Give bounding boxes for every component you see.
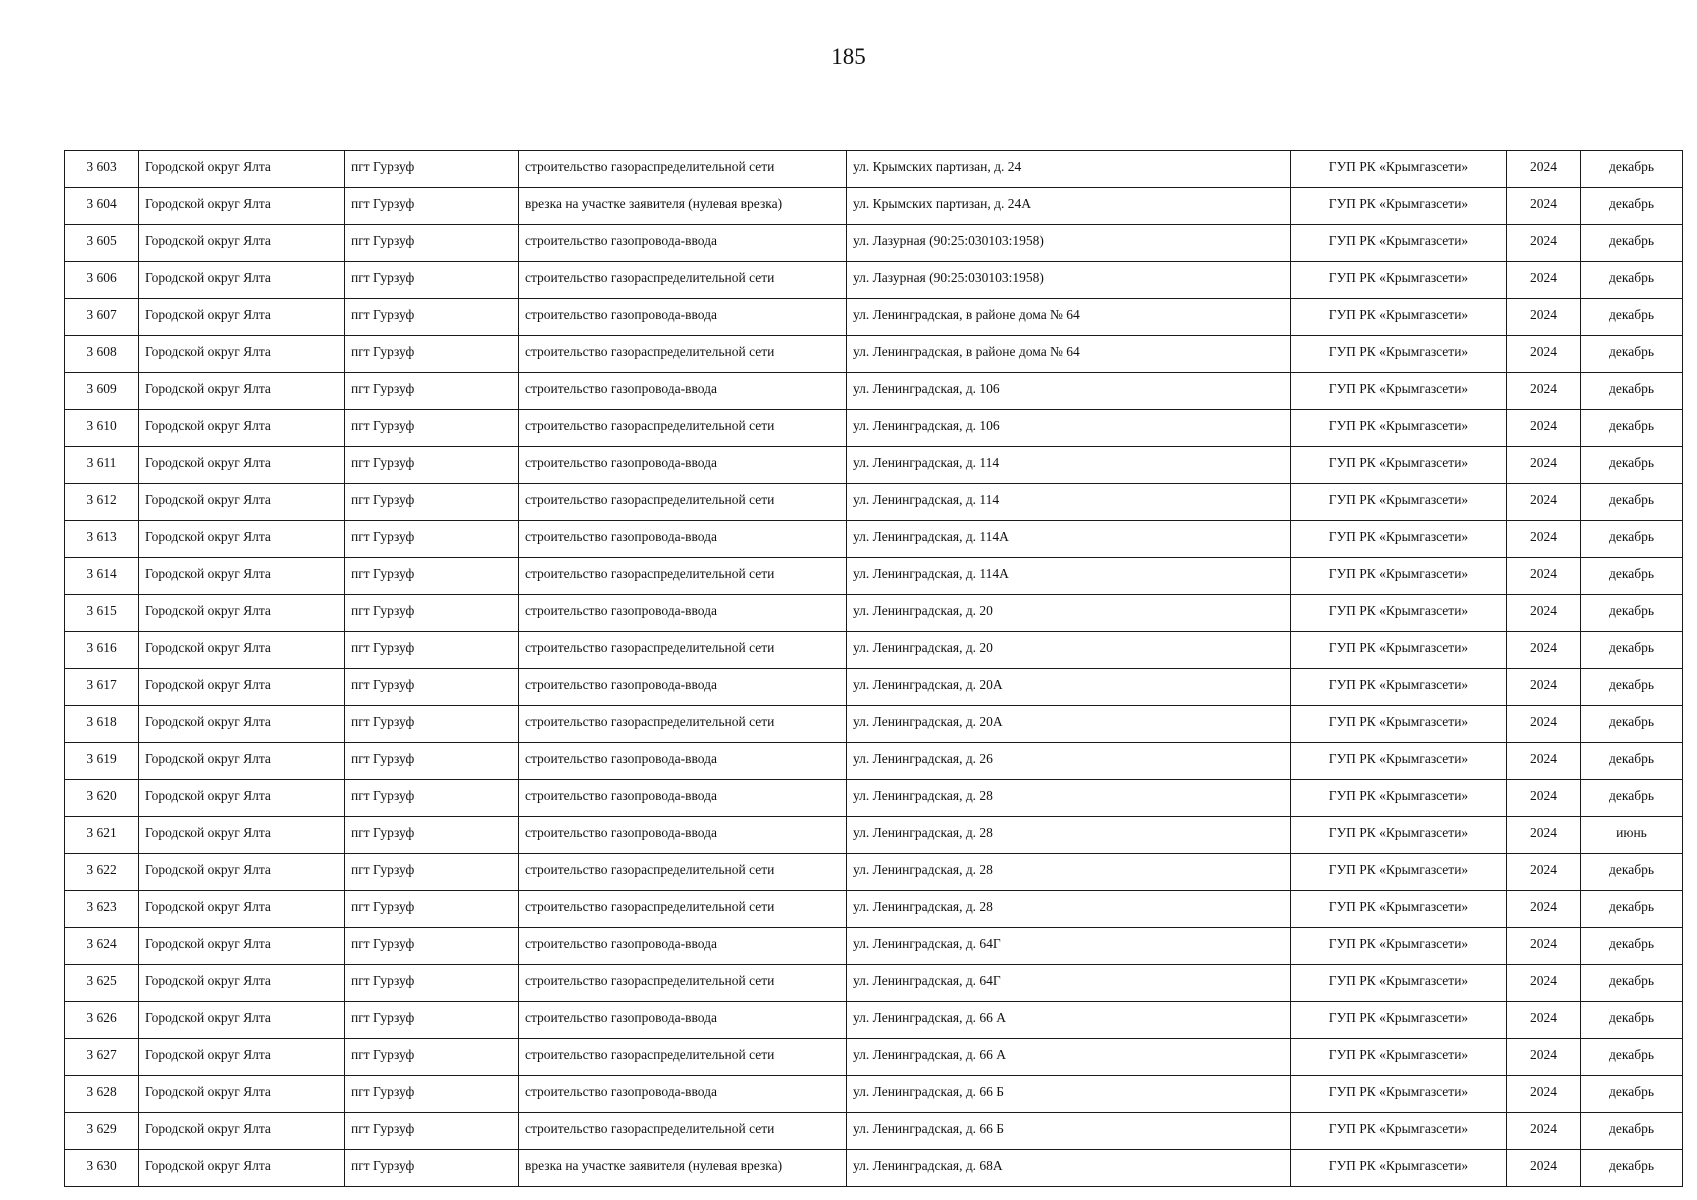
address-cell: ул. Ленинградская, в районе дома № 64: [847, 299, 1291, 336]
address-cell: ул. Ленинградская, д. 68А: [847, 1150, 1291, 1187]
locality-cell: пгт Гурзуф: [345, 336, 519, 373]
work-type-cell: строительство газопровода-ввода: [519, 595, 847, 632]
month-cell: декабрь: [1581, 484, 1683, 521]
address-cell: ул. Ленинградская, д. 20А: [847, 706, 1291, 743]
work-type-cell: строительство газораспределительной сети: [519, 891, 847, 928]
locality-cell: пгт Гурзуф: [345, 225, 519, 262]
month-cell: декабрь: [1581, 225, 1683, 262]
address-cell: ул. Крымских партизан, д. 24А: [847, 188, 1291, 225]
row-number-cell: 3 607: [65, 299, 139, 336]
year-cell: 2024: [1507, 299, 1581, 336]
district-cell: Городской округ Ялта: [139, 965, 345, 1002]
address-cell: ул. Ленинградская, д. 20: [847, 595, 1291, 632]
work-type-cell: строительство газораспределительной сети: [519, 706, 847, 743]
year-cell: 2024: [1507, 1039, 1581, 1076]
locality-cell: пгт Гурзуф: [345, 854, 519, 891]
locality-cell: пгт Гурзуф: [345, 706, 519, 743]
organization-cell: ГУП РК «Крымгазсети»: [1291, 891, 1507, 928]
row-number-cell: 3 608: [65, 336, 139, 373]
organization-cell: ГУП РК «Крымгазсети»: [1291, 1150, 1507, 1187]
work-type-cell: строительство газораспределительной сети: [519, 336, 847, 373]
table-row: [65, 521, 1683, 558]
work-type-cell: строительство газораспределительной сети: [519, 1113, 847, 1150]
year-cell: 2024: [1507, 558, 1581, 595]
organization-cell: ГУП РК «Крымгазсети»: [1291, 1002, 1507, 1039]
month-cell: декабрь: [1581, 1002, 1683, 1039]
table-row: [65, 225, 1683, 262]
locality-cell: пгт Гурзуф: [345, 299, 519, 336]
year-cell: 2024: [1507, 965, 1581, 1002]
table-row: [65, 484, 1683, 521]
data-table-container: [64, 150, 1682, 1187]
table-row: [65, 1002, 1683, 1039]
organization-cell: ГУП РК «Крымгазсети»: [1291, 151, 1507, 188]
district-cell: Городской округ Ялта: [139, 891, 345, 928]
year-cell: 2024: [1507, 373, 1581, 410]
organization-cell: ГУП РК «Крымгазсети»: [1291, 669, 1507, 706]
table-row: [65, 669, 1683, 706]
district-cell: Городской округ Ялта: [139, 1039, 345, 1076]
address-cell: ул. Ленинградская, д. 114: [847, 484, 1291, 521]
address-cell: ул. Ленинградская, д. 66 А: [847, 1002, 1291, 1039]
address-cell: ул. Ленинградская, д. 28: [847, 780, 1291, 817]
row-number-cell: 3 615: [65, 595, 139, 632]
locality-cell: пгт Гурзуф: [345, 1150, 519, 1187]
locality-cell: пгт Гурзуф: [345, 410, 519, 447]
locality-cell: пгт Гурзуф: [345, 484, 519, 521]
district-cell: Городской округ Ялта: [139, 817, 345, 854]
address-cell: ул. Ленинградская, д. 64Г: [847, 965, 1291, 1002]
row-number-cell: 3 628: [65, 1076, 139, 1113]
work-type-cell: строительство газораспределительной сети: [519, 558, 847, 595]
table-row: [65, 706, 1683, 743]
locality-cell: пгт Гурзуф: [345, 595, 519, 632]
work-type-cell: строительство газопровода-ввода: [519, 817, 847, 854]
work-type-cell: строительство газопровода-ввода: [519, 373, 847, 410]
table-row: [65, 891, 1683, 928]
organization-cell: ГУП РК «Крымгазсети»: [1291, 225, 1507, 262]
locality-cell: пгт Гурзуф: [345, 151, 519, 188]
work-type-cell: врезка на участке заявителя (нулевая врезка): [519, 1150, 847, 1187]
year-cell: 2024: [1507, 817, 1581, 854]
organization-cell: ГУП РК «Крымгазсети»: [1291, 706, 1507, 743]
district-cell: Городской округ Ялта: [139, 743, 345, 780]
month-cell: декабрь: [1581, 595, 1683, 632]
month-cell: декабрь: [1581, 521, 1683, 558]
month-cell: декабрь: [1581, 151, 1683, 188]
row-number-cell: 3 613: [65, 521, 139, 558]
address-cell: ул. Ленинградская, д. 28: [847, 817, 1291, 854]
locality-cell: пгт Гурзуф: [345, 1113, 519, 1150]
year-cell: 2024: [1507, 336, 1581, 373]
organization-cell: ГУП РК «Крымгазсети»: [1291, 262, 1507, 299]
district-cell: Городской округ Ялта: [139, 669, 345, 706]
month-cell: декабрь: [1581, 1039, 1683, 1076]
row-number-cell: 3 605: [65, 225, 139, 262]
table-row: [65, 188, 1683, 225]
row-number-cell: 3 606: [65, 262, 139, 299]
month-cell: декабрь: [1581, 410, 1683, 447]
month-cell: декабрь: [1581, 891, 1683, 928]
district-cell: Городской округ Ялта: [139, 632, 345, 669]
year-cell: 2024: [1507, 1150, 1581, 1187]
locality-cell: пгт Гурзуф: [345, 558, 519, 595]
address-cell: ул. Ленинградская, д. 66 А: [847, 1039, 1291, 1076]
month-cell: декабрь: [1581, 558, 1683, 595]
locality-cell: пгт Гурзуф: [345, 891, 519, 928]
row-number-cell: 3 630: [65, 1150, 139, 1187]
locality-cell: пгт Гурзуф: [345, 817, 519, 854]
district-cell: Городской округ Ялта: [139, 262, 345, 299]
month-cell: декабрь: [1581, 780, 1683, 817]
work-type-cell: строительство газораспределительной сети: [519, 965, 847, 1002]
table-row: [65, 336, 1683, 373]
organization-cell: ГУП РК «Крымгазсети»: [1291, 484, 1507, 521]
locality-cell: пгт Гурзуф: [345, 447, 519, 484]
work-type-cell: строительство газораспределительной сети: [519, 484, 847, 521]
year-cell: 2024: [1507, 1076, 1581, 1113]
district-cell: Городской округ Ялта: [139, 299, 345, 336]
row-number-cell: 3 627: [65, 1039, 139, 1076]
page-number: 185: [831, 44, 866, 69]
work-type-cell: строительство газопровода-ввода: [519, 928, 847, 965]
locality-cell: пгт Гурзуф: [345, 669, 519, 706]
year-cell: 2024: [1507, 188, 1581, 225]
table-row: [65, 817, 1683, 854]
address-cell: ул. Ленинградская, в районе дома № 64: [847, 336, 1291, 373]
row-number-cell: 3 612: [65, 484, 139, 521]
organization-cell: ГУП РК «Крымгазсети»: [1291, 1076, 1507, 1113]
month-cell: декабрь: [1581, 262, 1683, 299]
district-cell: Городской округ Ялта: [139, 225, 345, 262]
address-cell: ул. Ленинградская, д. 114А: [847, 558, 1291, 595]
year-cell: 2024: [1507, 447, 1581, 484]
district-cell: Городской округ Ялта: [139, 595, 345, 632]
year-cell: 2024: [1507, 262, 1581, 299]
district-cell: Городской округ Ялта: [139, 521, 345, 558]
work-type-cell: строительство газопровода-ввода: [519, 1076, 847, 1113]
year-cell: 2024: [1507, 743, 1581, 780]
table-row: [65, 743, 1683, 780]
locality-cell: пгт Гурзуф: [345, 1002, 519, 1039]
organization-cell: ГУП РК «Крымгазсети»: [1291, 854, 1507, 891]
organization-cell: ГУП РК «Крымгазсети»: [1291, 965, 1507, 1002]
row-number-cell: 3 616: [65, 632, 139, 669]
table-row: [65, 595, 1683, 632]
row-number-cell: 3 622: [65, 854, 139, 891]
table-row: [65, 1150, 1683, 1187]
row-number-cell: 3 625: [65, 965, 139, 1002]
year-cell: 2024: [1507, 706, 1581, 743]
work-type-cell: строительство газопровода-ввода: [519, 521, 847, 558]
locality-cell: пгт Гурзуф: [345, 373, 519, 410]
address-cell: ул. Ленинградская, д. 114: [847, 447, 1291, 484]
row-number-cell: 3 621: [65, 817, 139, 854]
organization-cell: ГУП РК «Крымгазсети»: [1291, 299, 1507, 336]
organization-cell: ГУП РК «Крымгазсети»: [1291, 595, 1507, 632]
month-cell: декабрь: [1581, 299, 1683, 336]
work-type-cell: строительство газораспределительной сети: [519, 854, 847, 891]
table-row: [65, 373, 1683, 410]
month-cell: декабрь: [1581, 928, 1683, 965]
month-cell: декабрь: [1581, 1076, 1683, 1113]
table-row: [65, 1039, 1683, 1076]
year-cell: 2024: [1507, 521, 1581, 558]
month-cell: декабрь: [1581, 965, 1683, 1002]
work-type-cell: строительство газораспределительной сети: [519, 262, 847, 299]
year-cell: 2024: [1507, 780, 1581, 817]
locality-cell: пгт Гурзуф: [345, 632, 519, 669]
month-cell: июнь: [1581, 817, 1683, 854]
organization-cell: ГУП РК «Крымгазсети»: [1291, 336, 1507, 373]
address-cell: ул. Ленинградская, д. 66 Б: [847, 1113, 1291, 1150]
organization-cell: ГУП РК «Крымгазсети»: [1291, 447, 1507, 484]
locality-cell: пгт Гурзуф: [345, 262, 519, 299]
address-cell: ул. Крымских партизан, д. 24: [847, 151, 1291, 188]
district-cell: Городской округ Ялта: [139, 558, 345, 595]
month-cell: декабрь: [1581, 336, 1683, 373]
address-cell: ул. Ленинградская, д. 106: [847, 410, 1291, 447]
table-row: [65, 151, 1683, 188]
district-cell: Городской округ Ялта: [139, 188, 345, 225]
table-row: [65, 1076, 1683, 1113]
year-cell: 2024: [1507, 225, 1581, 262]
organization-cell: ГУП РК «Крымгазсети»: [1291, 373, 1507, 410]
year-cell: 2024: [1507, 669, 1581, 706]
row-number-cell: 3 626: [65, 1002, 139, 1039]
district-cell: Городской округ Ялта: [139, 1150, 345, 1187]
locality-cell: пгт Гурзуф: [345, 743, 519, 780]
row-number-cell: 3 619: [65, 743, 139, 780]
month-cell: декабрь: [1581, 706, 1683, 743]
locality-cell: пгт Гурзуф: [345, 1039, 519, 1076]
district-cell: Городской округ Ялта: [139, 780, 345, 817]
address-cell: ул. Лазурная (90:25:030103:1958): [847, 225, 1291, 262]
organization-cell: ГУП РК «Крымгазсети»: [1291, 1039, 1507, 1076]
locality-cell: пгт Гурзуф: [345, 1076, 519, 1113]
table-row: [65, 558, 1683, 595]
row-number-cell: 3 604: [65, 188, 139, 225]
table-row: [65, 1113, 1683, 1150]
work-type-cell: строительство газораспределительной сети: [519, 632, 847, 669]
table-row: [65, 780, 1683, 817]
address-cell: ул. Ленинградская, д. 20А: [847, 669, 1291, 706]
year-cell: 2024: [1507, 484, 1581, 521]
organization-cell: ГУП РК «Крымгазсети»: [1291, 632, 1507, 669]
row-number-cell: 3 629: [65, 1113, 139, 1150]
organization-cell: ГУП РК «Крымгазсети»: [1291, 521, 1507, 558]
month-cell: декабрь: [1581, 669, 1683, 706]
address-cell: ул. Ленинградская, д. 20: [847, 632, 1291, 669]
year-cell: 2024: [1507, 595, 1581, 632]
district-cell: Городской округ Ялта: [139, 928, 345, 965]
table-row: [65, 410, 1683, 447]
organization-cell: ГУП РК «Крымгазсети»: [1291, 928, 1507, 965]
work-type-cell: строительство газопровода-ввода: [519, 780, 847, 817]
work-type-cell: строительство газопровода-ввода: [519, 669, 847, 706]
table-row: [65, 447, 1683, 484]
work-type-cell: строительство газопровода-ввода: [519, 225, 847, 262]
table-row: [65, 854, 1683, 891]
organization-cell: ГУП РК «Крымгазсети»: [1291, 410, 1507, 447]
year-cell: 2024: [1507, 1002, 1581, 1039]
gasification-schedule-table: [64, 150, 1683, 1187]
locality-cell: пгт Гурзуф: [345, 928, 519, 965]
district-cell: Городской округ Ялта: [139, 447, 345, 484]
work-type-cell: строительство газораспределительной сети: [519, 151, 847, 188]
table-row: [65, 299, 1683, 336]
row-number-cell: 3 609: [65, 373, 139, 410]
address-cell: ул. Ленинградская, д. 66 Б: [847, 1076, 1291, 1113]
district-cell: Городской округ Ялта: [139, 410, 345, 447]
locality-cell: пгт Гурзуф: [345, 965, 519, 1002]
work-type-cell: строительство газопровода-ввода: [519, 447, 847, 484]
work-type-cell: строительство газопровода-ввода: [519, 1002, 847, 1039]
address-cell: ул. Ленинградская, д. 64Г: [847, 928, 1291, 965]
work-type-cell: строительство газораспределительной сети: [519, 410, 847, 447]
year-cell: 2024: [1507, 151, 1581, 188]
row-number-cell: 3 624: [65, 928, 139, 965]
table-row: [65, 632, 1683, 669]
address-cell: ул. Лазурная (90:25:030103:1958): [847, 262, 1291, 299]
row-number-cell: 3 618: [65, 706, 139, 743]
row-number-cell: 3 611: [65, 447, 139, 484]
year-cell: 2024: [1507, 854, 1581, 891]
district-cell: Городской округ Ялта: [139, 484, 345, 521]
month-cell: декабрь: [1581, 1113, 1683, 1150]
table-row: [65, 928, 1683, 965]
district-cell: Городской округ Ялта: [139, 1002, 345, 1039]
row-number-cell: 3 620: [65, 780, 139, 817]
district-cell: Городской округ Ялта: [139, 854, 345, 891]
organization-cell: ГУП РК «Крымгазсети»: [1291, 1113, 1507, 1150]
work-type-cell: строительство газораспределительной сети: [519, 1039, 847, 1076]
month-cell: декабрь: [1581, 1150, 1683, 1187]
locality-cell: пгт Гурзуф: [345, 780, 519, 817]
table-row: [65, 965, 1683, 1002]
district-cell: Городской округ Ялта: [139, 1113, 345, 1150]
district-cell: Городской округ Ялта: [139, 151, 345, 188]
district-cell: Городской округ Ялта: [139, 373, 345, 410]
address-cell: ул. Ленинградская, д. 26: [847, 743, 1291, 780]
month-cell: декабрь: [1581, 447, 1683, 484]
address-cell: ул. Ленинградская, д. 114А: [847, 521, 1291, 558]
organization-cell: ГУП РК «Крымгазсети»: [1291, 558, 1507, 595]
district-cell: Городской округ Ялта: [139, 336, 345, 373]
district-cell: Городской округ Ялта: [139, 706, 345, 743]
year-cell: 2024: [1507, 891, 1581, 928]
month-cell: декабрь: [1581, 632, 1683, 669]
month-cell: декабрь: [1581, 854, 1683, 891]
address-cell: ул. Ленинградская, д. 106: [847, 373, 1291, 410]
organization-cell: ГУП РК «Крымгазсети»: [1291, 780, 1507, 817]
row-number-cell: 3 614: [65, 558, 139, 595]
work-type-cell: строительство газопровода-ввода: [519, 299, 847, 336]
work-type-cell: строительство газопровода-ввода: [519, 743, 847, 780]
row-number-cell: 3 617: [65, 669, 139, 706]
locality-cell: пгт Гурзуф: [345, 521, 519, 558]
district-cell: Городской округ Ялта: [139, 1076, 345, 1113]
address-cell: ул. Ленинградская, д. 28: [847, 891, 1291, 928]
month-cell: декабрь: [1581, 188, 1683, 225]
table-body: [65, 151, 1683, 1187]
year-cell: 2024: [1507, 928, 1581, 965]
locality-cell: пгт Гурзуф: [345, 188, 519, 225]
month-cell: декабрь: [1581, 743, 1683, 780]
row-number-cell: 3 623: [65, 891, 139, 928]
year-cell: 2024: [1507, 632, 1581, 669]
month-cell: декабрь: [1581, 373, 1683, 410]
row-number-cell: 3 603: [65, 151, 139, 188]
organization-cell: ГУП РК «Крымгазсети»: [1291, 743, 1507, 780]
row-number-cell: 3 610: [65, 410, 139, 447]
year-cell: 2024: [1507, 410, 1581, 447]
year-cell: 2024: [1507, 1113, 1581, 1150]
work-type-cell: врезка на участке заявителя (нулевая врезка): [519, 188, 847, 225]
organization-cell: ГУП РК «Крымгазсети»: [1291, 188, 1507, 225]
address-cell: ул. Ленинградская, д. 28: [847, 854, 1291, 891]
table-row: [65, 262, 1683, 299]
organization-cell: ГУП РК «Крымгазсети»: [1291, 817, 1507, 854]
